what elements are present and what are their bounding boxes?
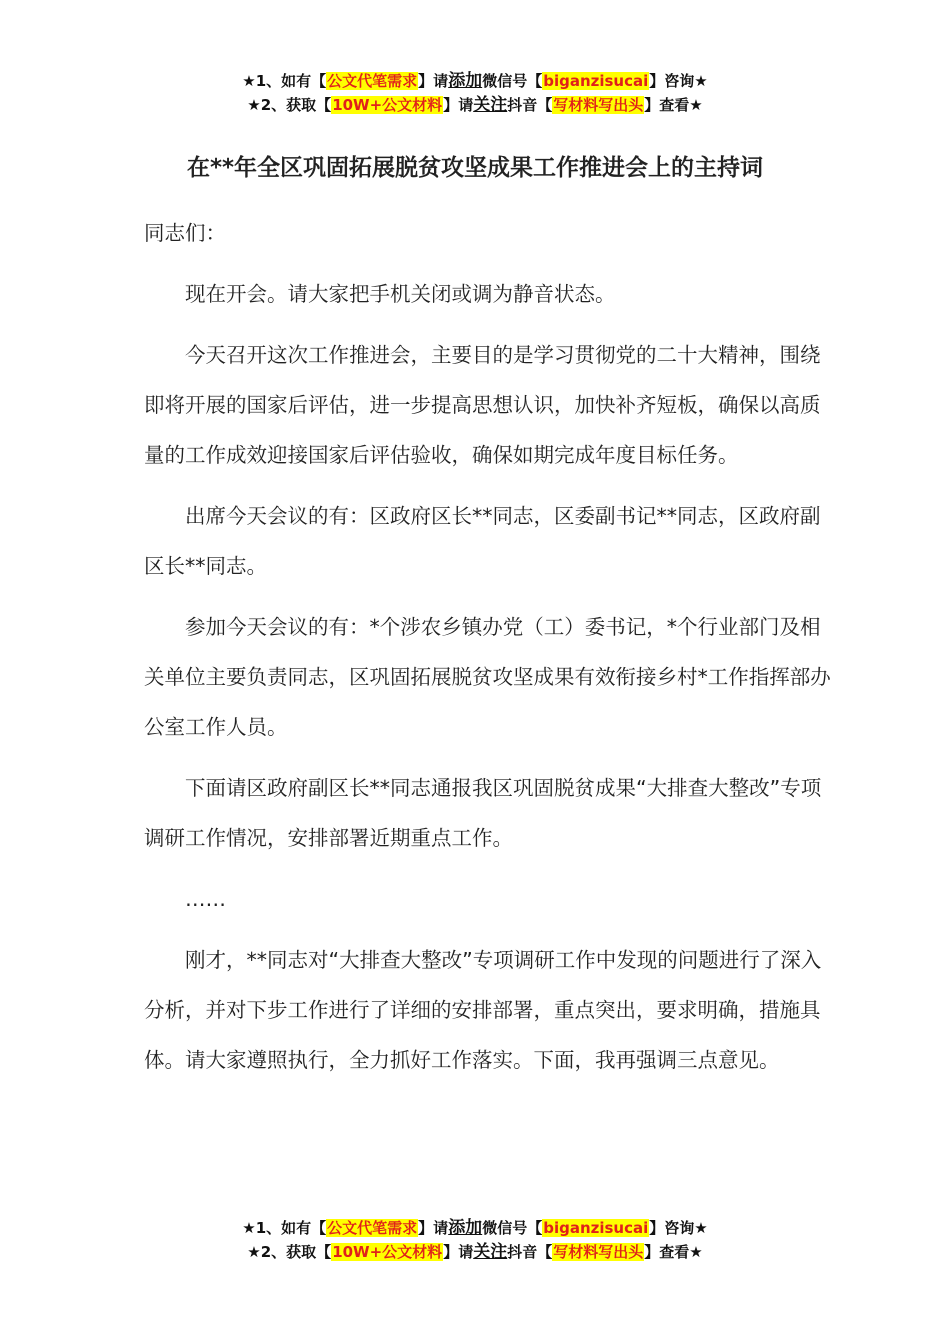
paragraph-ellipsis: …… xyxy=(185,887,226,911)
emphasis-add: 添加 xyxy=(448,71,483,91)
banner-line-2: ★2、获取【10W+公文材料】请关注抖音【写材料写出头】查看★ xyxy=(247,95,703,115)
document-title: 在**年全区巩固拓展脱贫攻坚成果工作推进会上的主持词 xyxy=(186,155,764,181)
footer-line-2: ★2、获取【10W+公文材料】请关注抖音【写材料写出头】查看★ xyxy=(247,1242,703,1262)
paragraph-opening: 现在开会。请大家把手机关闭或调为静音状态。 xyxy=(185,282,616,306)
footer-highlight-wechat-id: biganzisucai xyxy=(543,1219,649,1237)
paragraph-purpose: 今天召开这次工作推进会，主要目的是学习贯彻党的二十大精神，围绕即将开展的国家后评估，进一步提高思想认识，加快补齐短板，确保以高质量的工作成效迎接国家后评估验收，确保如期完成年度目标任务。 xyxy=(144,343,821,467)
paragraph-attendees: 出席今天会议的有：区政府区长**同志，区委副书记**同志，区政府副区长**同志。 xyxy=(144,504,821,578)
document-body xyxy=(144,208,834,1096)
footer-highlight-douyin-account: 写材料写出头 xyxy=(553,1243,644,1261)
footer-emphasis-follow: 关注 xyxy=(473,1242,508,1262)
footer-highlight-materials: 10W+公文材料 xyxy=(332,1243,443,1261)
highlight-douyin-account: 写材料写出头 xyxy=(553,96,644,114)
highlight-service: 公文代笔需求 xyxy=(327,72,418,90)
header-banner xyxy=(0,69,950,117)
footer-emphasis-add: 添加 xyxy=(448,1218,483,1238)
footer-highlight-service: 公文代笔需求 xyxy=(327,1219,418,1237)
banner-line-1: ★1、如有【公文代笔需求】请添加微信号【biganzisucai】咨询★ xyxy=(242,71,708,91)
paragraph-agenda: 下面请区政府副区长**同志通报我区巩固脱贫成果“大排查大整改”专项调研工作情况，安排部署近期重点工作。 xyxy=(144,776,822,850)
emphasis-follow: 关注 xyxy=(473,95,508,115)
paragraph-summary: 刚才，**同志对“大排查大整改”专项调研工作中发现的问题进行了深入分析，并对下步工作进行了详细的安排部署，重点突出，要求明确，措施具体。请大家遵照执行，全力抓好工作落实。下面，我再强调三点意见。 xyxy=(144,948,822,1072)
paragraph-participants: 参加今天会议的有：*个涉农乡镇办党（工）委书记，*个行业部门及相关单位主要负责同志，区巩固拓展脱贫攻坚成果有效衔接乡村*工作指挥部办公室工作人员。 xyxy=(144,615,831,739)
highlight-wechat-id: biganzisucai xyxy=(543,72,649,90)
highlight-materials: 10W+公文材料 xyxy=(332,96,443,114)
salutation: 同志们： xyxy=(144,221,226,245)
footer-banner xyxy=(0,1216,950,1264)
footer-line-1: ★1、如有【公文代笔需求】请添加微信号【biganzisucai】咨询★ xyxy=(242,1218,708,1238)
